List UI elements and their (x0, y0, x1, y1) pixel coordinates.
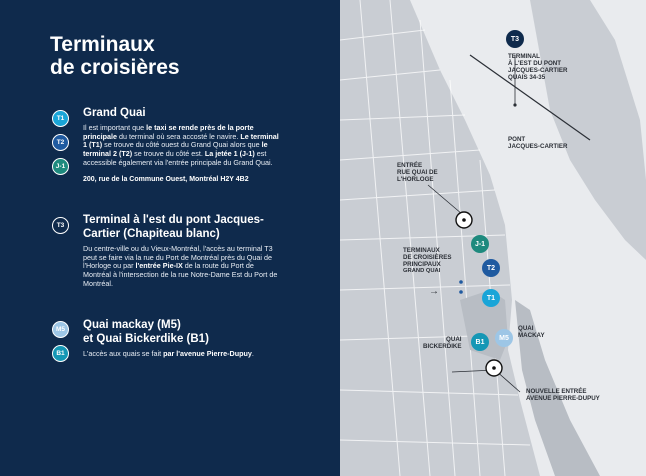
body-emphasis: La jetée 1 (J-1) (204, 149, 255, 159)
section-heading: Grand Quai (83, 107, 146, 119)
body-emphasis: l'entrée Pie-IX (135, 261, 183, 271)
body-text: du terminal où sera accosté le navire. (116, 131, 241, 141)
body-emphasis: Le terminal 1 (T1) (83, 131, 279, 150)
page-title-line2: de croisières (50, 56, 180, 79)
section-body (83, 245, 283, 289)
label-grand-quai: GRAND QUAI (403, 268, 441, 274)
body-emphasis: le taxi se rende près de la porte principale (83, 123, 254, 141)
t2-badge: T2 (52, 134, 69, 151)
label-terminal-est: TERMINAL À L'EST DU PONT JACQUES-CARTIER QUAIS 34-35 (508, 53, 568, 81)
section-body (83, 124, 283, 168)
map-t2-badge[interactable]: T2 (482, 259, 500, 277)
body-text: se trouve du côté est. (132, 149, 205, 159)
page-title-line1: Terminaux (50, 33, 155, 56)
section-terminal-est (83, 213, 283, 289)
label-quai-mackay: QUAI MACKAY (518, 325, 545, 339)
body-text: de la route du Port de Montréal à l'intersection de la rue Notre-Dame Est du Port de Montréal. (83, 261, 278, 288)
label-terminaux: TERMINAUX DE CROISIÈRES PRINCIPAUX (403, 247, 452, 268)
ile-sainte-helene (530, 0, 646, 260)
map-j1-badge[interactable]: J-1 (471, 235, 489, 253)
arrow-icon: → (429, 286, 439, 297)
b1-badge: B1 (52, 345, 69, 362)
section-grand-quai (83, 106, 283, 183)
body-text: . (251, 349, 254, 358)
body-text: L'accès aux quais se fait (83, 349, 164, 358)
m5-badge: M5 (52, 321, 69, 338)
page-title (50, 33, 180, 79)
terminal-dot (459, 280, 463, 284)
map-t3-badge[interactable]: T3 (506, 30, 524, 48)
body-emphasis: le terminal 2 (T2) (83, 140, 268, 159)
t3-badge: T3 (52, 217, 69, 234)
label-entree-horloge: ENTRÉE RUE QUAI DE L'HORLOGE (397, 162, 438, 183)
label-pont: PONT JACQUES-CARTIER (508, 136, 568, 150)
section-body (83, 350, 283, 359)
terminal-dot (459, 290, 463, 294)
map-m5-badge[interactable]: M5 (495, 329, 513, 347)
section-heading: Quai mackay (M5) et Quai Bickerdike (B1) (83, 319, 209, 345)
j1-badge: J-1 (52, 158, 69, 175)
map-canvas (340, 0, 646, 476)
body-text: Il est important que (83, 123, 147, 132)
map[interactable] (340, 0, 646, 476)
section-quai-mackay (83, 318, 283, 359)
section-heading: Terminal à l'est du pont Jacques- Cartier (Chapiteau blanc) (83, 214, 264, 240)
map-b1-badge[interactable]: B1 (471, 333, 489, 351)
body-text: est accessible également via l'entrée principale du Grand Quai. (83, 149, 273, 167)
bridge-dot (513, 103, 516, 106)
body-emphasis: par l'avenue Pierre-Dupuy (163, 349, 252, 358)
address-text: 200, rue de la Commune Ouest, Montréal H2Y 4B2 (83, 175, 249, 183)
map-t1-badge[interactable]: T1 (482, 289, 500, 307)
label-nouvelle-entree: NOUVELLE ENTRÉE AVENUE PIERRE-DUPUY (526, 388, 600, 402)
label-quai-bickerdike: QUAI BICKERDIKE (423, 336, 462, 350)
body-text: Du centre-ville ou du Vieux-Montréal, l'accès au terminal T3 peut se faire via la rue du Port de Montréal près du Quai de l'Horloge ou par (83, 244, 273, 271)
body-text: se trouve du côté ouest du Grand Quai alors que (102, 140, 262, 150)
t1-badge: T1 (52, 110, 69, 127)
